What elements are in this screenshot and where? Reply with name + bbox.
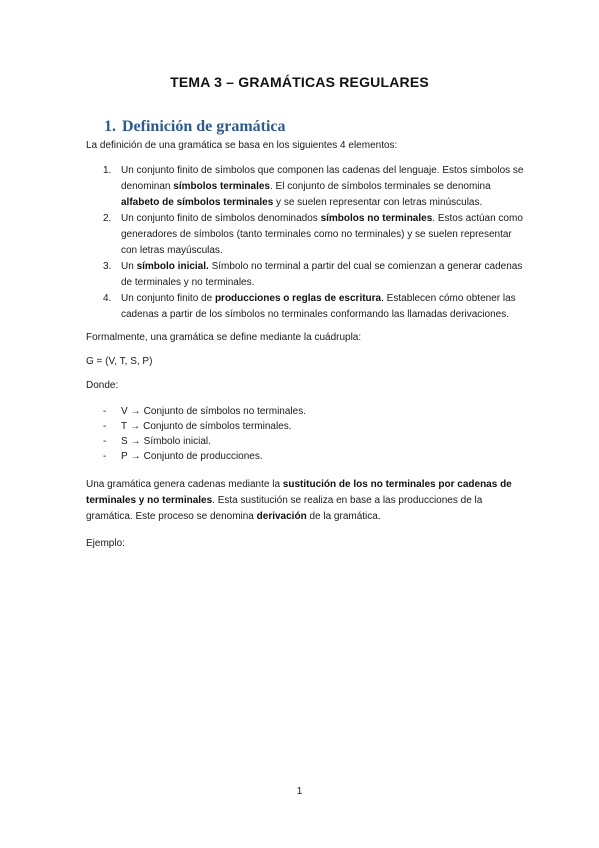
arrow-icon: → [130,421,141,432]
list-item [86,404,306,419]
paragraph-text: . Esta sustitución se realiza en base a las producciones de la gramática. Este proceso se denomina [86,495,483,522]
list-item [86,434,306,449]
document-title: TEMA 3 – GRAMÁTICAS REGULARES [170,74,429,90]
bold-term: símbolos terminales [173,181,270,192]
dash-bullet: - [103,451,107,462]
example-label: Ejemplo: [86,538,125,549]
closing-paragraph [86,477,526,525]
page-number: 1 [296,786,303,797]
section-number: 1. [104,118,116,135]
list-item [86,291,526,323]
section-heading [104,118,286,136]
definitions-list [86,404,306,464]
list-text: . El conjunto de símbolos terminales se denomina [269,181,491,192]
dash-bullet: - [103,406,107,417]
list-number: 1. [103,165,112,176]
list-item [86,259,526,291]
list-number: 3. [103,261,112,272]
bold-term: producciones o reglas de escritura [214,293,382,304]
bold-term: alfabeto de símbolos terminales [121,197,274,208]
symbol: T [121,421,128,432]
formal-intro-paragraph: Formalmente, una gramática se define mediante la cuádrupla: [86,332,362,343]
list-number: 4. [103,293,112,304]
list-item [86,163,526,211]
bold-term: derivación [256,511,307,522]
bold-term: símbolo inicial. [136,261,209,272]
bold-term: símbolos no terminales [320,213,433,224]
list-text: . Estos actúan como generadores de símbolos (tanto terminales como no terminales) y se suelen representar con letras mayúsculas. [121,213,523,256]
list-text: Un [121,261,137,272]
arrow-icon: → [130,406,141,417]
paragraph-text: Una gramática genera cadenas mediante la [86,479,283,490]
list-item [86,211,526,259]
list-text: Un conjunto finito de símbolos que componen las cadenas del lenguaje. Estos símbolos se denominan [121,165,524,192]
list-text: Símbolo no terminal a partir del cual se comienzan a generar cadenas de terminales y no terminales. [121,261,523,288]
list-text: . Establecen cómo obtener las cadenas a partir de los símbolos no terminales conformando las llamadas derivaciones. [121,293,516,320]
list-item [86,419,306,434]
paragraph-text: de la gramática. [306,511,381,522]
dash-bullet: - [103,421,107,432]
list-item [86,449,306,464]
list-number: 2. [103,213,112,224]
list-text: Un conjunto finito de símbolos denominados [121,213,321,224]
definition-text: Conjunto de símbolos terminales. [143,421,292,432]
definition-text: Símbolo inicial. [143,436,211,447]
intro-paragraph: La definición de una gramática se basa en los siguientes 4 elementos: [86,140,398,151]
symbol: V [121,406,128,417]
list-text: Un conjunto finito de [121,293,215,304]
dash-bullet: - [103,436,107,447]
list-text: y se suelen representar con letras minúsculas. [273,197,483,208]
where-label: Donde: [86,380,119,391]
definition-text: Conjunto de producciones. [143,451,263,462]
bold-term: sustitución de los no terminales por cadenas de terminales y no terminales [86,479,512,506]
quadruple-formula: G = (V, T, S, P) [86,356,153,367]
definition-text: Conjunto de símbolos no terminales. [143,406,306,417]
symbol: P [121,451,128,462]
section-heading-text: Definición de gramática [122,118,286,135]
symbol: S [121,436,128,447]
arrow-icon: → [130,451,141,462]
elements-list [86,163,526,323]
arrow-icon: → [130,436,141,447]
